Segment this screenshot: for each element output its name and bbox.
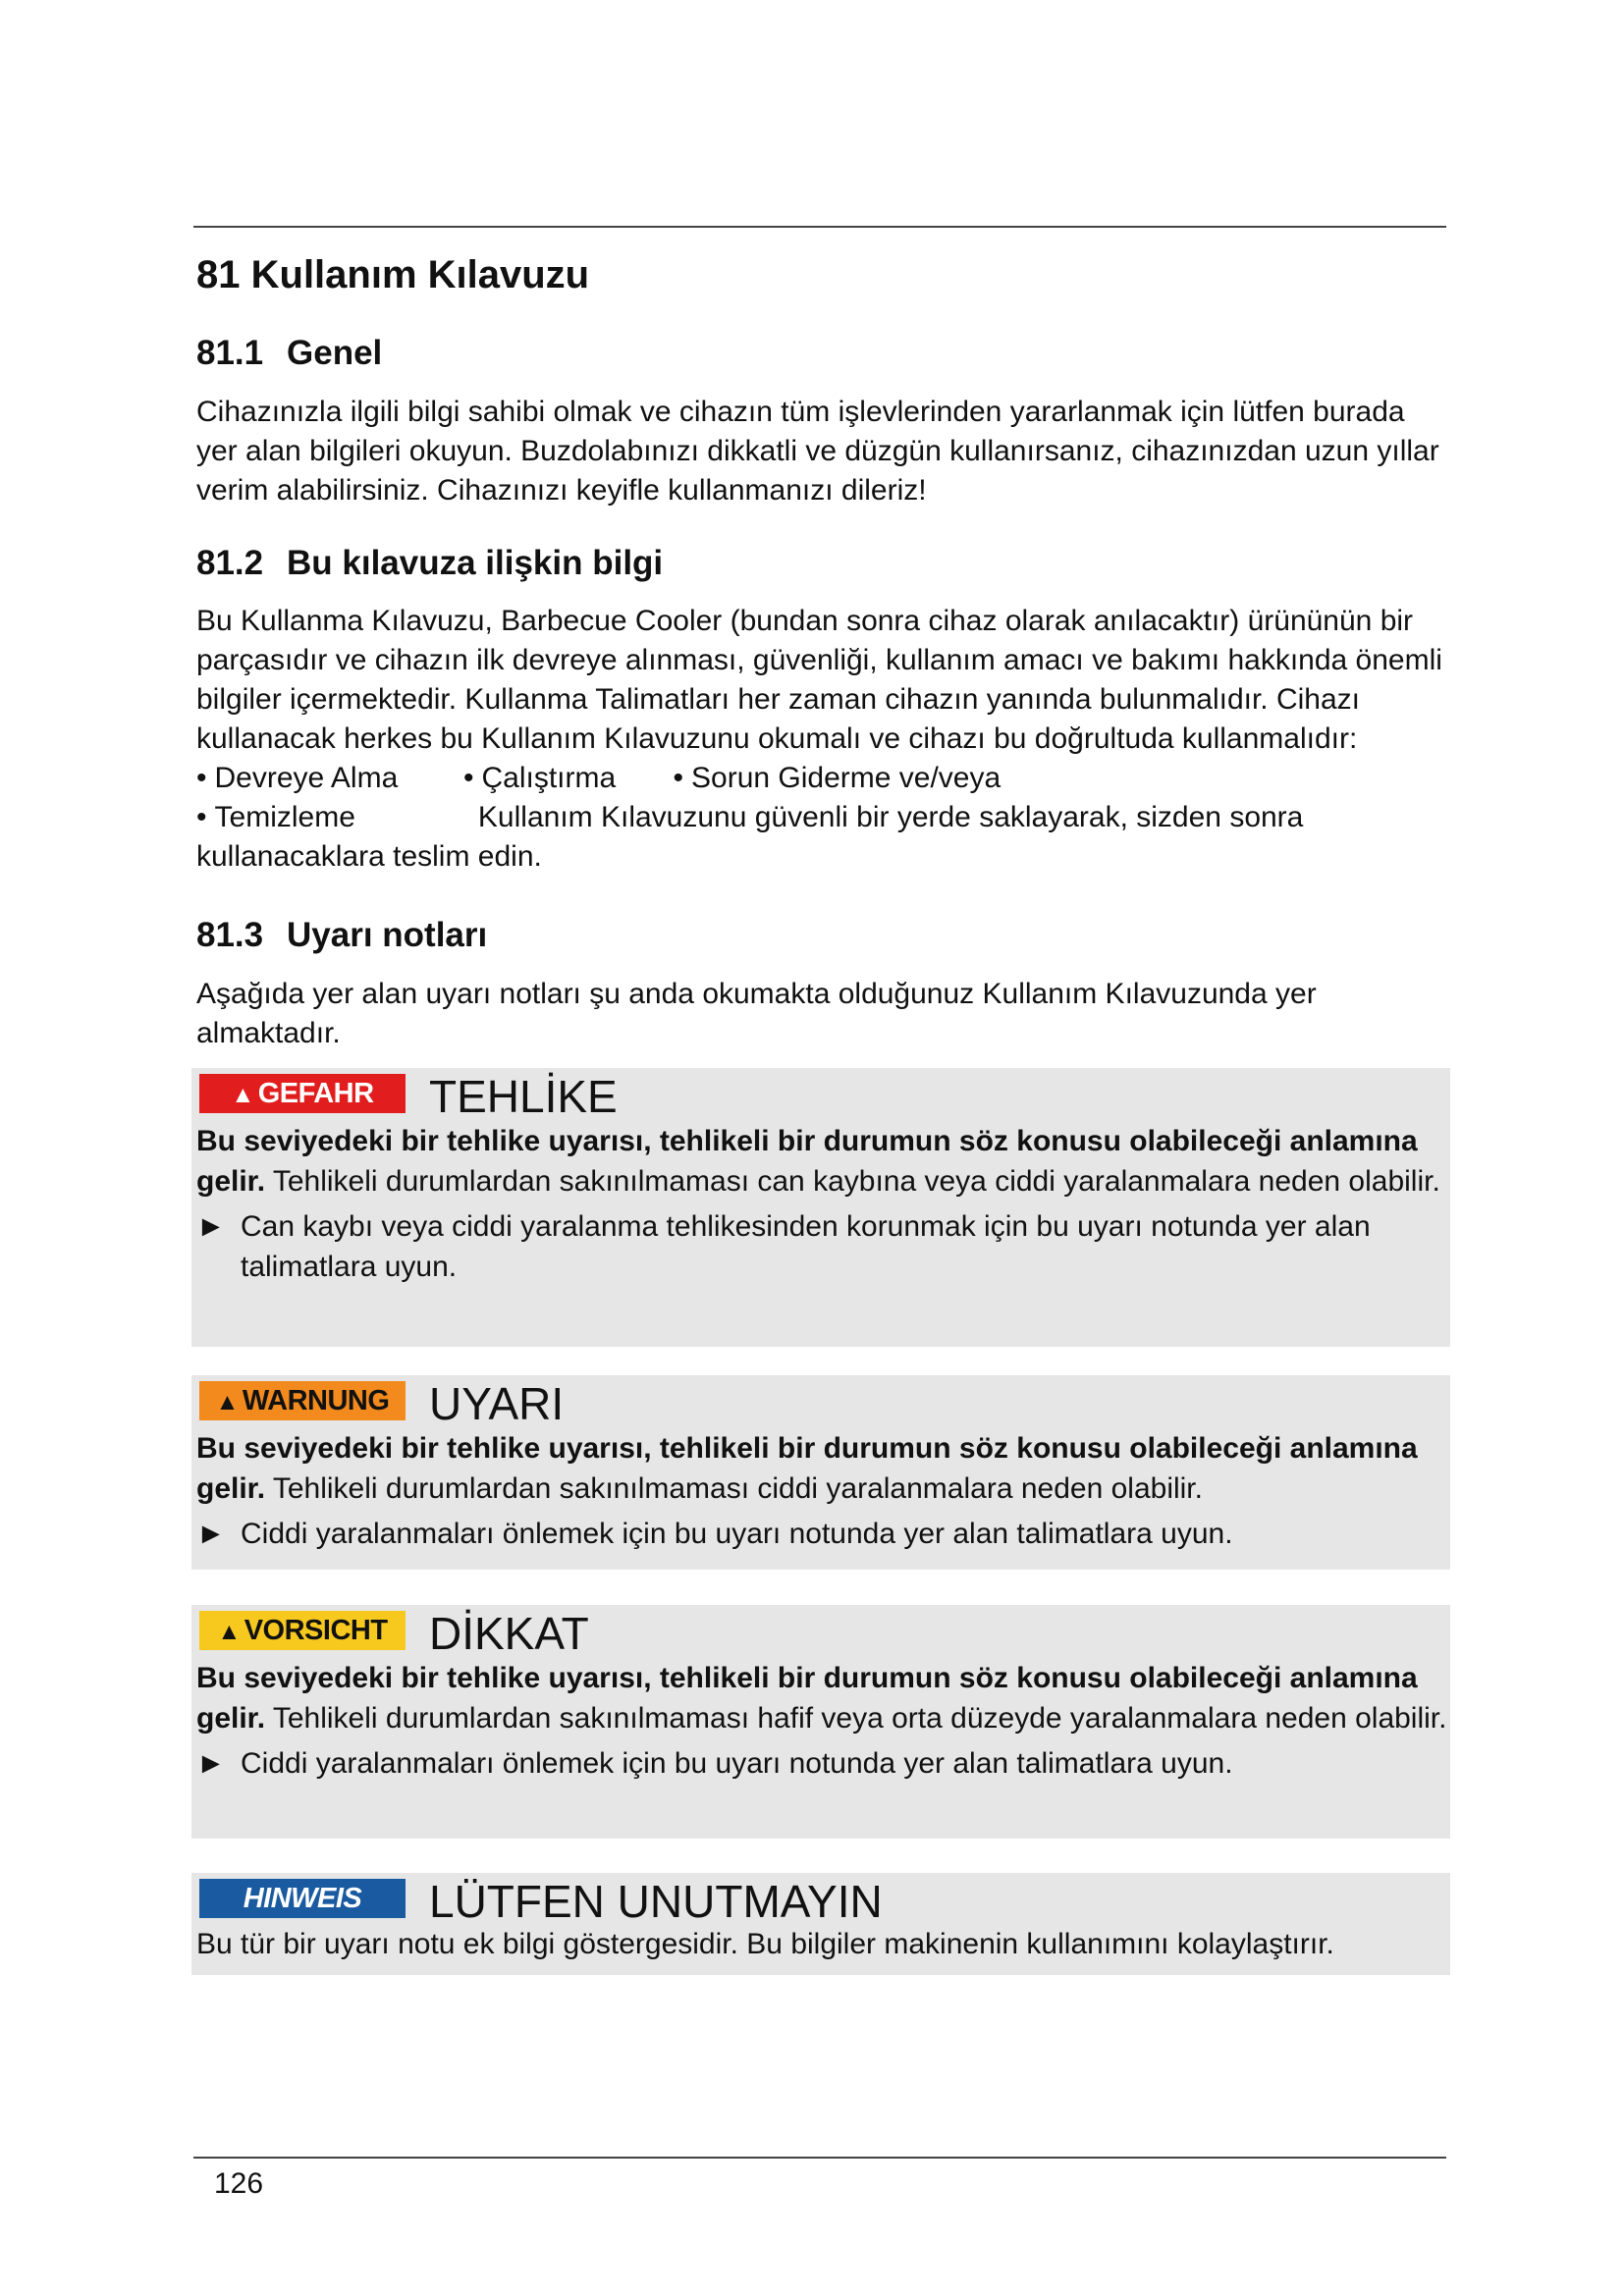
- bullet-item: • Devreye Alma: [196, 759, 398, 798]
- caution-notice-header: [196, 1605, 1450, 1662]
- bullet-item: • Sorun Giderme ve/veya: [674, 759, 1001, 798]
- warning-description-bold: Bu seviyedeki bir tehlike uyarısı, tehlikeli bir durumun söz konusu olabileceği anlamına gelir.: [196, 1432, 1418, 1505]
- warning-triangle-icon: ▲: [217, 1619, 241, 1645]
- bullet-item: • Temizleme: [196, 798, 355, 837]
- header-rule: [193, 226, 1446, 228]
- badge-label: HINWEIS: [243, 1883, 362, 1914]
- notice-header: [196, 1873, 1450, 1930]
- badge-label: WARNUNG: [242, 1385, 390, 1416]
- danger-description-text: Tehlikeli durumlardan sakınılmaması can kaybına veya ciddi yaralanmalara neden olabilir.: [265, 1165, 1440, 1198]
- warning-triangle-icon: ▲: [231, 1082, 254, 1108]
- warning-notice-header: [196, 1375, 1450, 1432]
- warning-triangle-icon: ▲: [215, 1389, 239, 1415]
- notice-box: [191, 1873, 1450, 1975]
- action-arrow-icon: ►: [196, 1747, 226, 1780]
- caution-title: DİKKAT: [429, 1608, 589, 1659]
- page-number: 126: [214, 2167, 264, 2200]
- section-title: Uyarı notları: [287, 916, 488, 954]
- caution-action-text: Ciddi yaralanmaları önlemek için bu uyarı notunda yer alan talimatlara uyun.: [241, 1747, 1233, 1780]
- section-title: Bu kılavuza ilişkin bilgi: [287, 544, 664, 582]
- warning-description-text: Tehlikeli durumlardan sakınılmaması ciddi yaralanmalara neden olabilir.: [265, 1472, 1203, 1505]
- danger-notice-header: [196, 1068, 1450, 1125]
- section-number: 81.1: [196, 334, 264, 372]
- danger-notice-box: [191, 1068, 1450, 1347]
- warning-action: [196, 1514, 1450, 1554]
- caution-description-bold: Bu seviyedeki bir tehlike uyarısı, tehlikeli bir durumun söz konusu olabileceği anlamına gelir.: [196, 1662, 1418, 1735]
- caution-notice-box: [191, 1605, 1450, 1839]
- action-arrow-icon: ►: [196, 1210, 226, 1243]
- danger-action: [196, 1206, 1450, 1287]
- warning-description: [196, 1428, 1450, 1509]
- notice-badge: [199, 1879, 406, 1918]
- danger-badge: [199, 1074, 406, 1113]
- action-arrow-icon: ►: [196, 1518, 226, 1550]
- section-title: Genel: [287, 334, 383, 372]
- caution-description-text: Tehlikeli durumlardan sakınılmaması hafif veya orta düzeyde yaralanmalara neden olabilir.: [265, 1702, 1447, 1735]
- danger-description-bold: Bu seviyedeki bir tehlike uyarısı, tehlikeli bir durumun söz konusu olabileceği anlamına gelir.: [196, 1125, 1418, 1198]
- section-text-kilavuz: [196, 602, 1448, 877]
- caution-description: [196, 1658, 1450, 1738]
- warning-notice-box: [191, 1375, 1450, 1570]
- danger-title: TEHLİKE: [429, 1071, 618, 1122]
- chapter-number: 81: [196, 253, 241, 296]
- badge-label: GEFAHR: [257, 1078, 374, 1109]
- section-heading-kilavuz: [196, 544, 663, 583]
- warning-title: UYARI: [429, 1378, 565, 1429]
- section-closing-text: Kullanım Kılavuzunu güvenli bir yerde saklayarak, sizden sonra kullanacaklara teslim edin.: [196, 801, 1304, 873]
- badge-label: VORSICHT: [244, 1615, 388, 1646]
- section-number: 81.2: [196, 544, 264, 582]
- chapter-title: Kullanım Kılavuzu: [250, 253, 590, 296]
- danger-description: [196, 1121, 1450, 1201]
- danger-action-text: Can kaybı veya ciddi yaralanma tehlikesinden korunmak için bu uyarı notunda yer alan talimatlara uyun.: [241, 1210, 1371, 1283]
- section-text-genel: Cihazınızla ilgili bilgi sahibi olmak ve cihazın tüm işlevlerinden yararlanmak için lütfen burada yer alan bilgileri okuyun. Buzdolabınızı dikkatli ve düzgün kullanırsanız, cihazınızdan uzun yıllar verim alabilirsiniz. Cihazınızı keyifle kullanmanızı dileriz!: [196, 396, 1439, 507]
- notice-description: Bu tür bir uyarı notu ek bilgi göstergesidir. Bu bilgiler makinenin kullanımını kolaylaştırır.: [196, 1928, 1334, 1960]
- caution-badge: [199, 1611, 406, 1650]
- section-heading-genel: [196, 334, 382, 373]
- warning-badge: [199, 1381, 406, 1420]
- footer-rule: [193, 2157, 1446, 2159]
- caution-action: [196, 1743, 1450, 1784]
- section-heading-uyari: [196, 916, 487, 955]
- bullet-item: • Çalıştırma: [463, 759, 616, 798]
- chapter-heading: [196, 253, 589, 297]
- notice-title: LÜTFEN UNUTMAYIN: [429, 1876, 883, 1927]
- section-number: 81.3: [196, 916, 264, 954]
- warning-action-text: Ciddi yaralanmaları önlemek için bu uyarı notunda yer alan talimatlara uyun.: [241, 1518, 1233, 1550]
- section-text-uyari: Aşağıda yer alan uyarı notları şu anda okumakta olduğunuz Kullanım Kılavuzunda yer almaktadır.: [196, 978, 1317, 1049]
- section-intro-text: Bu Kullanma Kılavuzu, Barbecue Cooler (bundan sonra cihaz olarak anılacaktır) ürününün bir parçasıdır ve cihazın ilk devreye alınması, güvenliği, kullanım amacı ve bakımı hakkında önemli bilgiler içermektedir. Kullanma Talimatları her zaman cihazın yanında bulunmalıdır. Cihazı kullanacak herkes bu Kullanım Kılavuzunu okumalı ve cihazı bu doğrultuda kullanmalıdır:: [196, 605, 1442, 755]
